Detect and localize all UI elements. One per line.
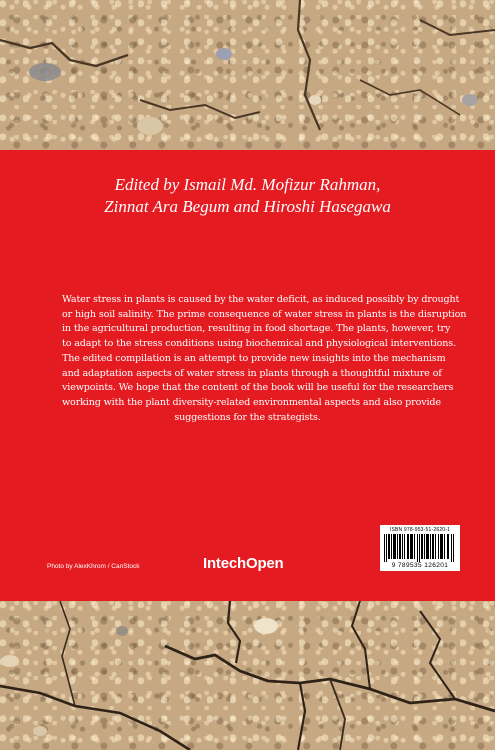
cover-photo-top [0,0,495,150]
photo-credit: Photo by AlexKhrom / CanStock [47,563,140,570]
editors-credit [0,174,495,218]
cover-photo-bottom [0,601,495,750]
barcode-digits: 9 789535 126201 [391,562,449,569]
description-line: to adapt to the stress conditions using biochemical and physiological interventions. [62,338,456,350]
description-line: working with the plant diversity-related environmental aspects and also provide [62,396,441,408]
isbn-label: ISBN 978-953-51-2620-1 [389,527,451,533]
description-line: in the agricultural production, resulting in food shortage. The plants, however, try [62,323,451,335]
barcode-bars [384,534,456,562]
editors-line: Edited by Ismail Md. Mofizur Rahman, [114,175,381,194]
isbn-barcode [380,525,460,571]
description-line: and adaptation aspects of water stress in plants through a thoughtful mixture of [62,367,442,379]
description-line: or high soil salinity. The prime consequence of water stress in plants is the disruption [62,308,467,320]
description-line: Water stress in plants is caused by the water deficit, as induced possibly by drought [62,294,460,305]
description-line: suggestions for the strategists. [174,411,321,423]
description-line: The edited compilation is an attempt to provide new insights into the mechanism [62,352,446,364]
book-description [62,293,467,425]
editors-line: Zinnat Ara Begum and Hiroshi Hasegawa [104,197,391,216]
soil-cracks-bottom [0,601,495,750]
description-line: viewpoints. We hope that the content of the book will be useful for the researchers [62,382,454,394]
publisher-logo: IntechOpen [203,555,284,572]
soil-cracks-top [0,0,495,150]
